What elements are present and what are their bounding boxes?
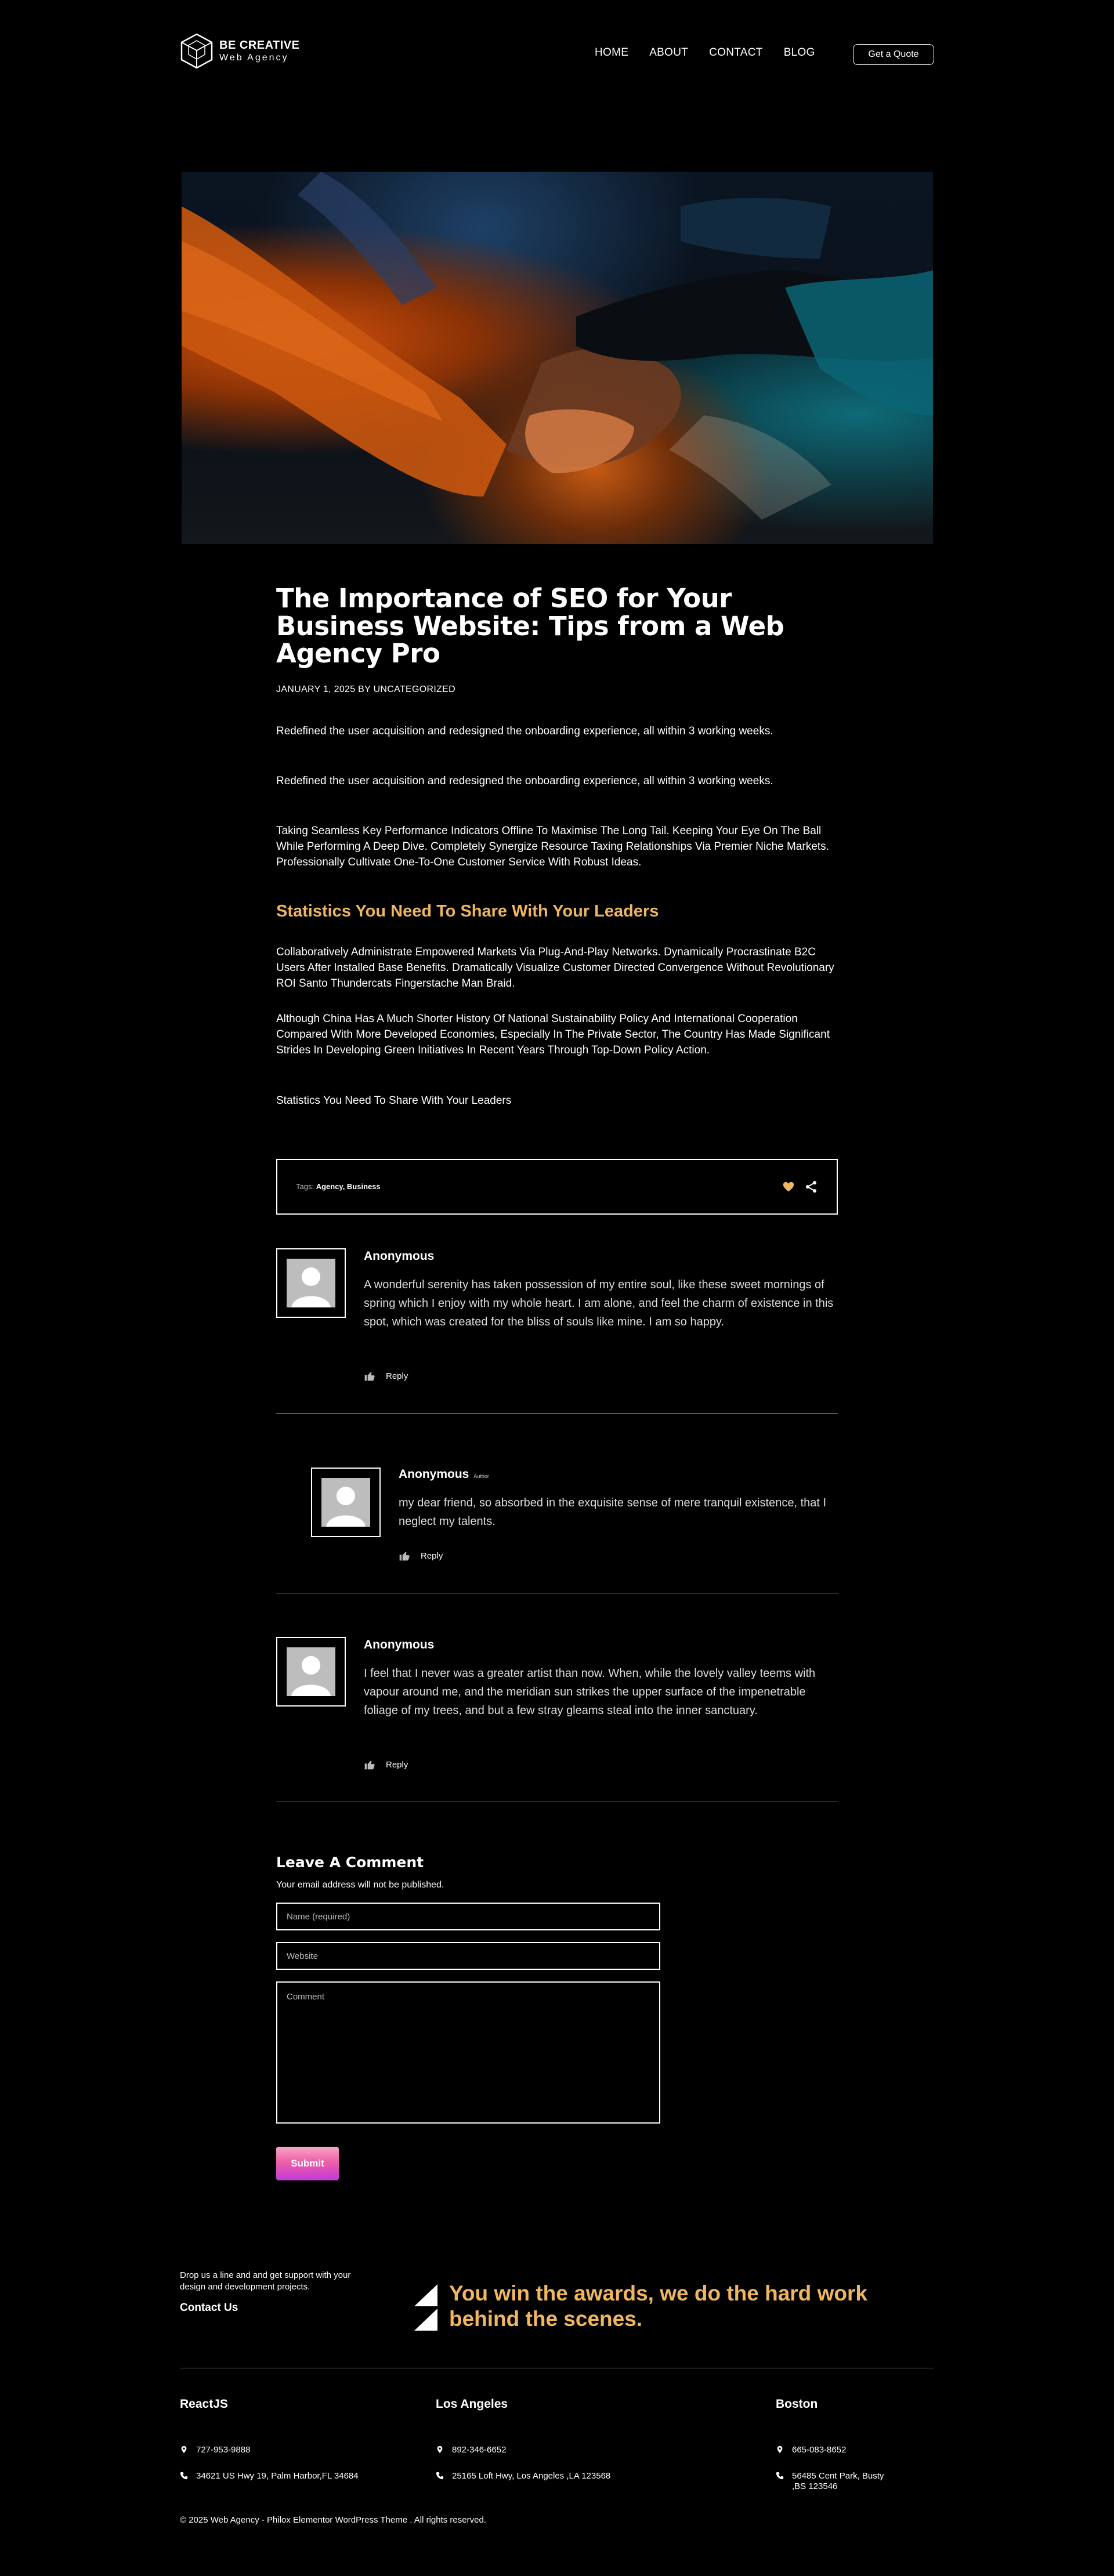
copyright: © 2025 Web Agency - Philox Elementor WordPress Theme . All rights reserved. xyxy=(180,2515,486,2525)
get-quote-button[interactable]: Get a Quote xyxy=(853,44,934,65)
reply-row xyxy=(399,1550,443,1561)
site-header xyxy=(180,32,934,77)
post-paragraph: Although China Has A Much Shorter History Of National Sustainability Policy And International Cooperation Compared With More Developed Economies, Especially In The Private Sector, The Country Has Made Significant Strides In Developing Green Initiatives In Recent Years Through Top-Down Policy Action. xyxy=(276,1013,830,1056)
nav-about[interactable]: ABOUT xyxy=(649,46,689,59)
leave-comment-title: Leave A Comment xyxy=(276,1854,424,1871)
logo-title: BE CREATIVE xyxy=(219,39,300,52)
avatar xyxy=(276,1637,346,1707)
comment-author: Anonymous xyxy=(364,1249,435,1263)
footer-cta-text: Drop us a line and and get support with your design and development projects. xyxy=(180,2270,351,2292)
avatar xyxy=(311,1468,381,1537)
comment-divider xyxy=(276,1413,838,1414)
comment-author: Anonymous Author xyxy=(399,1468,489,1481)
comment-author: Anonymous xyxy=(364,1638,435,1651)
thumbs-up-icon[interactable] xyxy=(364,1759,375,1770)
post-paragraph: Collaboratively Administrate Empowered Markets Via Plug-And-Play Networks. Dynamically Procrastinate B2C Users After Installed Base Benefits. Dramatically Visualize Customer Directed Convergence Without Revolutionary ROI Santo Thundercats Fingerstache Man Braid. xyxy=(276,946,834,990)
name-input[interactable] xyxy=(276,1903,660,1930)
comment-text: my dear friend, so absorbed in the exquisite sense of mere tranquil existence, that I neglect my talents. xyxy=(399,1497,827,1528)
reply-row xyxy=(364,1370,408,1382)
post-paragraph: Redefined the user acquisition and redesigned the onboarding experience, all within 3 working weeks. xyxy=(276,725,773,737)
phone-icon xyxy=(180,2472,188,2480)
footer-address: 25165 Loft Hwy, Los Angeles ,LA 123568 xyxy=(436,2471,610,2481)
tags-line xyxy=(296,1182,381,1191)
brand-triangle-icon xyxy=(414,2284,437,2331)
comment-text: I feel that I never was a greater artist than now. When, while the lovely valley teems with vapour around me, and the meridian sun strikes the upper surface of the impenetrable foliage of my trees, and but a few stray gleams steal into the inner sanctuary. xyxy=(364,1667,816,1717)
avatar-placeholder-icon xyxy=(287,1259,335,1307)
tag-links[interactable]: Agency, Business xyxy=(316,1182,381,1191)
reply-row xyxy=(364,1759,408,1770)
nav-contact[interactable]: CONTACT xyxy=(709,46,763,59)
post-paragraph: Statistics You Need To Share With Your Leaders xyxy=(276,1095,512,1107)
footer-address: 56485 Cent Park, Busty ,BS 123546 xyxy=(776,2471,892,2492)
hero-image xyxy=(182,172,933,544)
cube-logo-icon xyxy=(180,32,214,70)
phone-icon xyxy=(436,2472,444,2480)
website-input[interactable] xyxy=(276,1942,660,1970)
section-heading: Statistics You Need To Share With Your Leaders xyxy=(276,902,659,921)
main-nav xyxy=(595,46,836,59)
map-pin-icon xyxy=(776,2445,784,2454)
avatar-placeholder-icon xyxy=(321,1478,370,1527)
reply-link[interactable]: Reply xyxy=(386,1759,408,1770)
map-pin-icon xyxy=(436,2445,444,2454)
footer-phone: 727-953-9888 xyxy=(180,2445,250,2455)
phone-icon xyxy=(776,2472,784,2480)
footer-col-title: Boston xyxy=(776,2397,818,2411)
reply-link[interactable]: Reply xyxy=(386,1371,408,1381)
tags-box xyxy=(276,1159,838,1215)
heart-icon[interactable] xyxy=(782,1180,795,1193)
thumbs-up-icon[interactable] xyxy=(364,1370,375,1382)
logo[interactable] xyxy=(180,32,299,70)
post-meta: JANUARY 1, 2025 BY UNCATEGORIZED xyxy=(276,684,455,694)
email-note: Your email address will not be published. xyxy=(276,1880,444,1890)
tags-label: Tags: xyxy=(296,1182,314,1191)
comment-text: A wonderful serenity has taken possession of my entire soul, like these sweet mornings of spring which I enjoy with my whole heart. I am alone, and feel the charm of existence in this spot, which was created for the bliss of souls like mine. I am so happy. xyxy=(364,1278,834,1328)
map-pin-icon xyxy=(180,2445,188,2454)
post-paragraph: Redefined the user acquisition and redesigned the onboarding experience, all within 3 working weeks. xyxy=(276,775,773,787)
author-badge: Author xyxy=(473,1473,489,1479)
footer-col-title: Los Angeles xyxy=(436,2397,508,2411)
footer-headline: You win the awards, we do the hard work behind the scenes. xyxy=(449,2281,867,2331)
post-paragraph: Taking Seamless Key Performance Indicators Offline To Maximise The Long Tail. Keeping Your Eye On The Ball While Performing A Deep Dive. Completely Synergize Resource Taxing Relationships Via Premier Niche Markets. Professionally Cultivate One-To-One Customer Service With Robust Ideas. xyxy=(276,825,829,868)
footer-phone: 892-346-6652 xyxy=(436,2445,506,2455)
nav-blog[interactable]: BLOG xyxy=(783,46,815,59)
nav-home[interactable]: HOME xyxy=(595,46,629,59)
footer-col-title: ReactJS xyxy=(180,2397,228,2411)
footer-phone: 665-083-8652 xyxy=(776,2445,846,2455)
avatar xyxy=(276,1248,346,1318)
comment-textarea[interactable] xyxy=(276,1981,660,2124)
contact-us-link[interactable]: Contact Us xyxy=(180,2302,238,2314)
hands-together-illustration xyxy=(182,172,933,544)
post-title: The Importance of SEO for Your Business Website: Tips from a Web Agency Pro xyxy=(276,583,784,669)
share-icon[interactable] xyxy=(804,1180,818,1194)
thumbs-up-icon[interactable] xyxy=(399,1550,410,1561)
logo-subtitle: Web Agency xyxy=(219,53,289,63)
avatar-placeholder-icon xyxy=(287,1647,335,1696)
footer-address: 34621 US Hwy 19, Palm Harbor,FL 34684 xyxy=(180,2471,359,2481)
reply-link[interactable]: Reply xyxy=(421,1550,443,1561)
submit-button[interactable]: Submit xyxy=(276,2147,339,2180)
